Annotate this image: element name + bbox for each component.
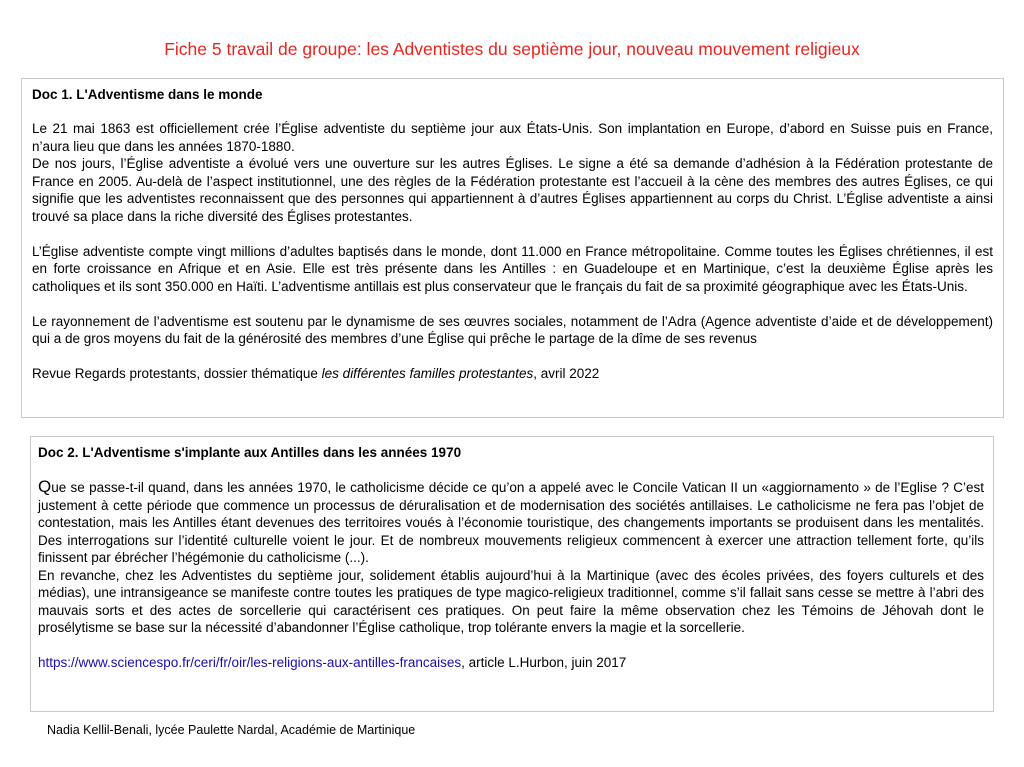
footer-author: Nadia Kellil-Benali, lycée Paulette Nardal, Académie de Martinique (47, 723, 416, 737)
doc2-source (38, 654, 984, 672)
doc1-source-prefix: Revue Regards protestants, dossier thématique (32, 366, 322, 381)
doc1-source-suffix: , avril 2022 (533, 366, 600, 381)
doc2-paragraph-2: En revanche, chez les Adventistes du septième jour, solidement établis aujourd’hui à la Martinique (avec des écoles privées, des foyers culturels et des médias), une intransigeance se manifeste contre toutes les pratiques de type magico-religieux traditionnel, comme s’il fallait sans cesse se mettre à l’abri des mauvais sorts et des actes de sorcellerie qui caractérisent ces pratiques. On peut faire la même observation chez les Témoins de Jéhovah dont le prosélytisme se base sur la nécessité d’abandonner l’Église catholique, trop tolérante envers la magie et la sorcellerie. (38, 567, 984, 635)
doc1-source (32, 365, 993, 383)
doc1-source-title: les différentes familles protestantes (321, 366, 534, 381)
doc2-box (30, 436, 994, 712)
doc1-title: Doc 1. L'Adventisme dans le monde (32, 87, 263, 102)
doc1-box (21, 78, 1004, 418)
doc1-paragraph-4: Le rayonnement de l’adventisme est soutenu par le dynamisme de ses œuvres sociales, notamment de l’Adra (Agence adventiste d’aide et de développement) qui a de gros moyens du fait de la générosité des membres d’une Église qui prêche le partage de la dîme de ses revenus (32, 313, 993, 346)
page-title: Fiche 5 travail de groupe: les Adventistes du septième jour, nouveau mouvement religieux (164, 39, 860, 59)
doc2-paragraph-1 (38, 478, 984, 567)
doc1-paragraph-1: Le 21 mai 1863 est officiellement crée l’Église adventiste du septième jour aux États-Unis. Son implantation en Europe, d’abord en Suisse puis en France, n’aura lieu que dans les années 1870-1880. (32, 121, 993, 154)
doc2-initial-letter: Q (38, 477, 52, 496)
doc1-paragraph-2: De nos jours, l’Église adventiste a évolué vers une ouverture sur les autres Églises. Le signe a été sa demande d’adhésion à la Fédération protestante de France en 2005. Au-delà de l’aspect institutionnel, une des règles de la Fédération protestante est l’accueil à la cène des membres des autres Églises, ce qui signifie que les adventistes reconnaissent que des personnes qui appartiennent à d’autres Églises appartiennent au corps du Christ. L’Église adventiste a ainsi trouvé sa place dans la riche diversité des Églises protestantes. (32, 156, 993, 224)
doc2-title: Doc 2. L'Adventisme s'implante aux Antilles dans les années 1970 (38, 445, 462, 460)
doc2-source-suffix: , article L.Hurbon, juin 2017 (461, 655, 627, 670)
doc2-paragraph-1-text: ue se passe-t-il quand, dans les années 1970, le catholicisme décide ce qu’on a appelé avec le Concile Vatican II un «aggiornamento » de l’Eglise ? C’est justement à cette période que commence un processus de déruralisation et de modernisation des sociétés antillaises. Le catholicisme ne fera pas l’objet de contestation, mais les Antilles étant devenues des territoires voués à l’économie touristique, des changements importants se produisent dans les mentalités. Des interrogations sur l’identité culturelle voient le jour. Et de nombreux mouvements religieux commencent à exercer une attraction tellement forte, qu’ils finissent par ébrécher l’hégémonie du catholicisme (...). (38, 480, 984, 565)
doc2-source-link[interactable]: https://www.sciencespo.fr/ceri/fr/oir/les-religions-aux-antilles-francaises (38, 655, 462, 670)
doc1-paragraph-3: L’Église adventiste compte vingt millions d’adultes baptisés dans le monde, dont 11.000 en France métropolitaine. Comme toutes les Églises chrétiennes, il est en forte croissance en Afrique et en Asie. Elle est très présente dans les Antilles : en Guadeloupe et en Martinique, c’est la deuxième Église après les catholiques et ils sont 350.000 en Haïti. L’adventisme antillais est plus conservateur que le français du fait de sa proximité géographique avec les États-Unis. (32, 243, 993, 294)
